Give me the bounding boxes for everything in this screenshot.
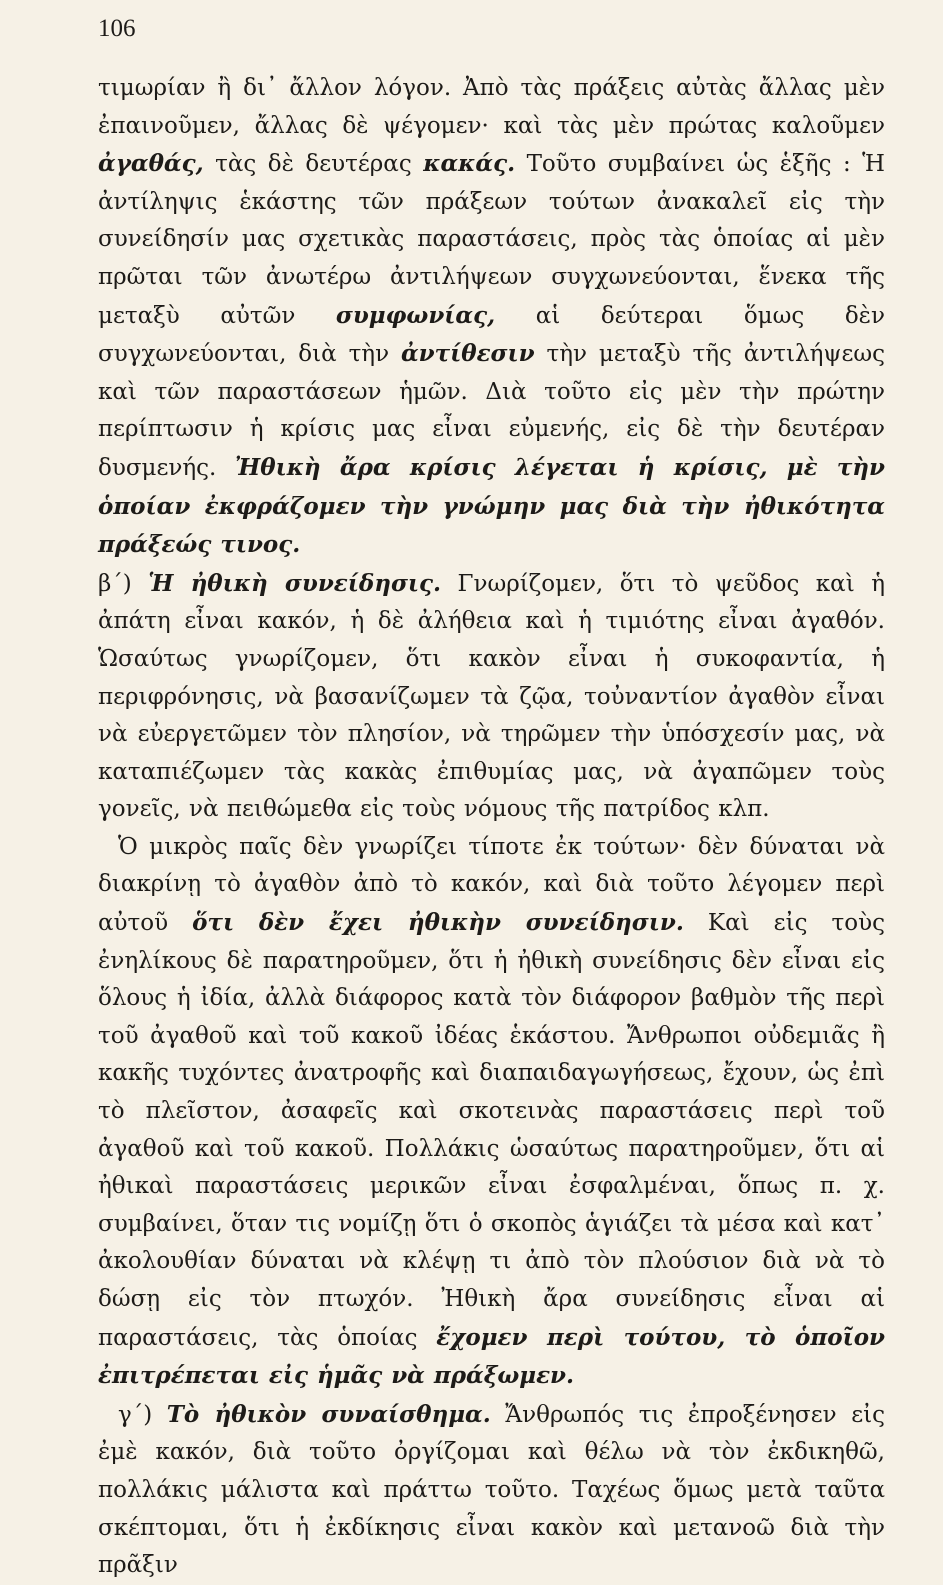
section-marker: γ΄)	[118, 1401, 167, 1428]
text-segment: Ὁ μικρὸς παῖς δὲν γνωρίζει τίποτε ἐκ τούτων· δὲν δύναται νὰ διακρίνῃ τὸ ἀγαθὸν ἀπὸ τὸ κακόν, καὶ διὰ τοῦτο λέγομεν περὶ αὐτοῦ	[98, 833, 885, 937]
bold-term: κακάς.	[423, 150, 516, 178]
text-segment: Τοῦτο συμβαίνει ὡς ἑξῆς : Ἡ ἀντίληψις ἑκάστης τῶν πράξεων τούτων ἀνακαλεῖ εἰς τὴν συνείδησίν μας σχετικὰς παραστάσεις, πρὸς τὰς ὁποίας αἱ μὲν πρῶται τῶν ἀνωτέρω ἀντιλήψεων συγχωνεύονται, ἕνεκα τῆς μεταξὺ αὐτῶν	[98, 151, 885, 329]
text-segment: τὴν μεταξὺ τῆς ἀντιλήψεως καὶ τῶν παραστάσεων ἡμῶν. Διὰ τοῦτο εἰς μὲν τὴν πρώτην περίπτωσιν ἡ κρίσις μας εἶναι εὐμενής, εἰς δὲ τὴν δευτέραν δυσμενής.	[98, 341, 885, 481]
paragraph-3	[98, 829, 885, 1396]
text-segment: Ἄνθρωπός τις ἐπροξένησεν εἰς ἐμὲ κακόν, διὰ τοῦτο ὀργίζομαι καὶ θέλω νὰ τὸν ἐκδικηθῶ, πολλάκις μάλιστα καὶ πράττω τοῦτο. Ταχέως ὅμως μετὰ ταῦτα σκέπτομαι, ὅτι ἡ ἐκδίκησις εἶναι κακὸν καὶ μετανοῶ διὰ τὴν πρᾶξιν	[98, 1401, 886, 1579]
bold-term: συμφωνίας,	[335, 301, 496, 329]
paragraph-1	[98, 70, 885, 565]
text-segment: αἱ δεύτεραι ὅμως δὲν συγχωνεύονται, διὰ τὴν	[98, 302, 885, 368]
paragraph-4	[98, 1396, 885, 1585]
bold-term: ὅτι δὲν ἔχει ἠθικὴν συνείδησιν.	[192, 909, 684, 937]
paragraph-2	[98, 565, 885, 829]
section-heading: Τὸ ἠθικὸν συναίσθημα.	[166, 1400, 491, 1428]
text-segment: Γνωρίζομεν, ὅτι τὸ ψεῦδος καὶ ἡ ἀπάτη εἶναι κακόν, ἡ δὲ ἀλήθεια καὶ ἡ τιμιότης εἶναι ἀγαθόν. Ὡσαύτως γνωρίζομεν, ὅτι κακὸν εἶναι ἡ συκοφαντία, ἡ περιφρόνησις, νὰ βασανίζωμεν τὰ ζῷα, τοὐναντίον ἀγαθὸν εἶναι νὰ εὐεργετῶμεν τὸν πλησίον, νὰ τηρῶμεν τὴν ὑπόσχεσίν μας, νὰ καταπιέζωμεν τὰς κακὰς ἐπιθυμίας μας, νὰ ἀγαπῶμεν τοὺς γονεῖς, νὰ πειθώμεθα εἰς τοὺς νόμους τῆς πατρίδος κλπ.	[98, 570, 885, 823]
text-segment: τὰς δὲ δευτέρας	[203, 151, 424, 178]
bold-definition: Ἠθικὴ ἄρα κρίσις λέγεται ἡ κρίσις, μὲ τὴν ὁποίαν ἐκφράζομεν τὴν γνώμην μας διὰ τὴν ἠθικότητα πράξεώς τινος.	[98, 453, 885, 559]
page-number: 106	[98, 15, 136, 42]
bold-term: ἀγαθάς,	[98, 150, 204, 178]
text-segment: Καὶ εἰς τοὺς ἐνηλίκους δὲ παρατηροῦμεν, ὅτι ἡ ἠθικὴ συνείδησις δὲν εἶναι εἰς ὅλους ἡ ἰδία, ἀλλὰ διάφορος κατὰ τὸν διάφορον βαθμὸν τῆς περὶ τοῦ ἀγαθοῦ καὶ τοῦ κακοῦ ἰδέας ἑκάστου. Ἄνθρωποι οὐδεμιᾶς ἢ κακῆς τυχόντες ἀνατροφῆς καὶ διαπαιδαγωγήσεως, ἔχουν, ὡς ἐπὶ τὸ πλεῖστον, ἀσαφεῖς καὶ σκοτεινὰς παραστάσεις περὶ τοῦ ἀγαθοῦ καὶ τοῦ κακοῦ. Πολλάκις ὡσαύτως παρατηροῦμεν, ὅτι αἱ ἠθικαὶ παραστάσεις μερικῶν εἶναι ἐσφαλμέναι, ὅπως π. χ. συμβαίνει, ὅταν τις νομίζῃ ὅτι ὁ σκοπὸς ἁγιάζει τὰ μέσα καὶ κατ᾽ ἀκολουθίαν δύναται νὰ κλέψῃ τι ἀπὸ τὸν πλούσιον διὰ νὰ τὸ δώσῃ εἰς τὸν πτωχόν. Ἠθικὴ ἄρα συνείδησις εἶναι αἱ παραστάσεις, τὰς ὁποίας	[98, 910, 885, 1351]
bold-term: ἀντίθεσιν	[400, 340, 535, 368]
section-heading: Ἡ ἠθικὴ συνείδησις.	[148, 569, 442, 597]
bold-definition: ἔχομεν περὶ τούτου, τὸ ὁποῖον ἐπιτρέπεται εἰς ἡμᾶς νὰ πράξωμεν.	[98, 1323, 885, 1390]
section-marker: β΄)	[98, 570, 149, 597]
text-segment: τιμωρίαν ἢ δι᾽ ἄλλον λόγον. Ἀπὸ τὰς πράξεις αὐτὰς ἄλλας μὲν ἐπαινοῦμεν, ἄλλας δὲ ψέγομεν· καὶ τὰς μὲν πρώτας καλοῦμεν	[98, 75, 885, 139]
